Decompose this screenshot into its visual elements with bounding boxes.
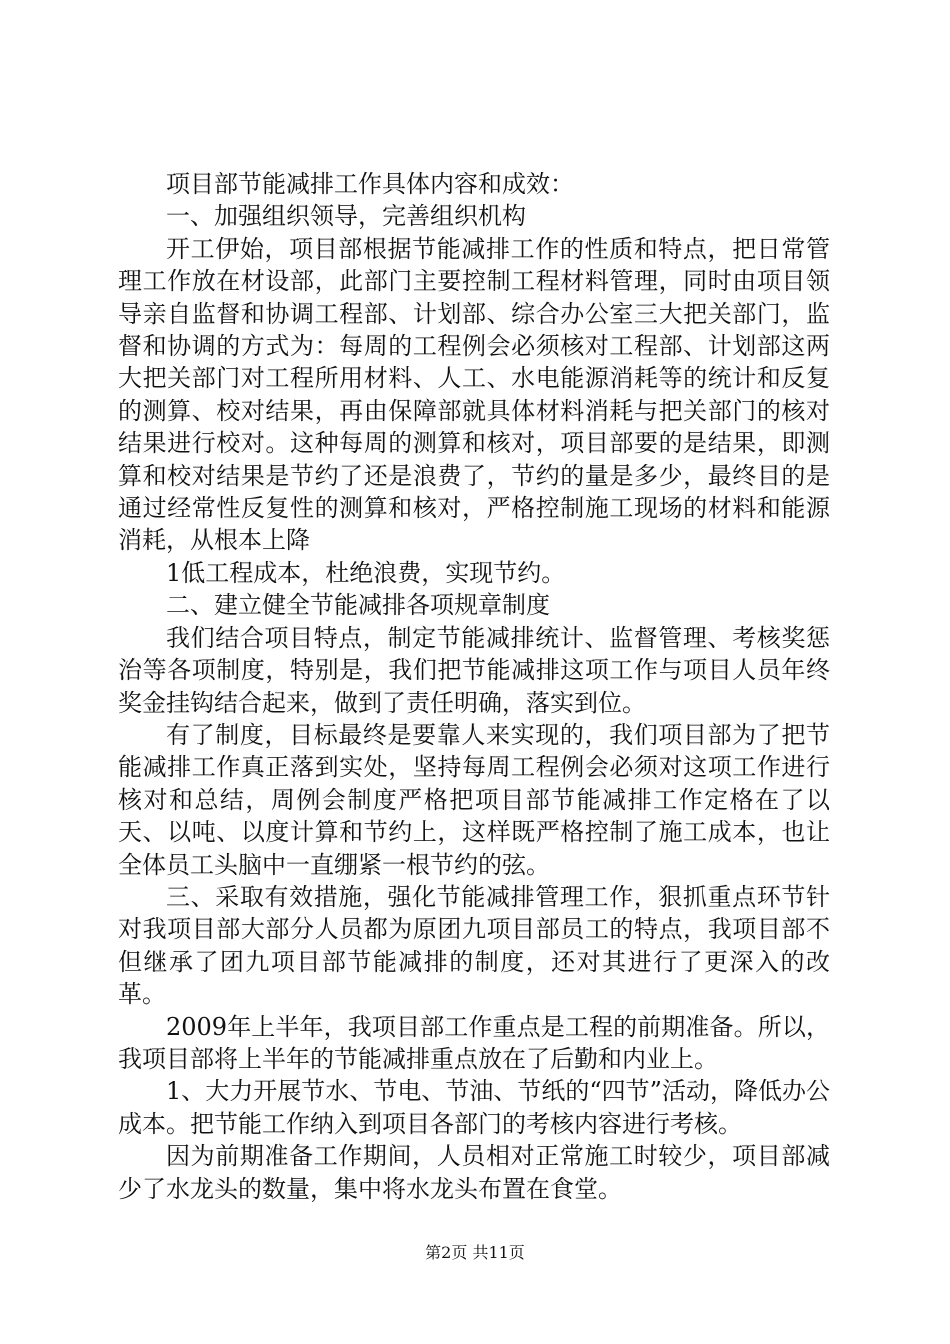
body-paragraph: 因为前期准备工作期间，人员相对正常施工时较少，项目部减少了水龙头的数量，集中将水龙头布置在食堂。	[118, 1142, 830, 1203]
page-number-footer: 第2页 共11页	[425, 1243, 525, 1262]
body-paragraph: 1低工程成本，杜绝浪费，实现节约。	[166, 558, 566, 587]
body-paragraph: 2009年上半年，我项目部工作重点是工程的前期准备。所以，我项目部将上半年的节能减排重点放在了后勤和内业上。	[118, 1012, 830, 1073]
body-paragraph: 有了制度，目标最终是要靠人来实现的，我们项目部为了把节能减排工作真正落到实处，坚持每周工程例会必须对这项工作进行核对和总结，周例会制度严格把项目部节能减排工作定格在了以天、以吨、以度计算和节约上，这样既严格控制了施工成本，也让全体员工头脑中一直绷紧一根节约的弦。	[118, 720, 830, 879]
section-heading-3: 三、采取有效措施，强化节能减排管理工作，狠抓重点环节针对我项目部大部分人员都为原团九项目部员工的特点，我项目部不但继承了团九项目部节能减排的制度，还对其进行了更深入的改革。	[118, 882, 830, 1009]
body-paragraph: 1、大力开展节水、节电、节油、节纸的“四节”活动，降低办公成本。把节能工作纳入到项目各部门的考核内容进行考核。	[118, 1077, 830, 1138]
section-heading-2: 二、建立健全节能减排各项规章制度	[166, 591, 550, 620]
section-intro-heading: 项目部节能减排工作具体内容和成效：	[166, 170, 574, 198]
document-body	[118, 168, 830, 1205]
section-heading-1: 一、加强组织领导，完善组织机构	[166, 202, 526, 231]
body-paragraph: 开工伊始，项目部根据节能减排工作的性质和特点，把日常管理工作放在材设部，此部门主要控制工程材料管理，同时由项目领导亲自监督和协调工程部、计划部、综合办公室三大把关部门，监督和协调的方式为：每周的工程例会必须核对工程部、计划部这两大把关部门对工程所用材料、人工、水电能源消耗等的统计和反复的测算、校对结果，再由保障部就具体材料消耗与把关部门的核对结果进行校对。这种每周的测算和核对，项目部要的是结果，即测算和校对结果是节约了还是浪费了，节约的量是多少，最终目的是通过经常性反复性的测算和核对，严格控制施工现场的材料和能源消耗，从根本上降	[118, 234, 830, 555]
body-paragraph: 我们结合项目特点，制定节能减排统计、监督管理、考核奖惩治等各项制度，特别是，我们把节能减排这项工作与项目人员年终奖金挂钩结合起来，做到了责任明确，落实到位。	[118, 623, 830, 717]
